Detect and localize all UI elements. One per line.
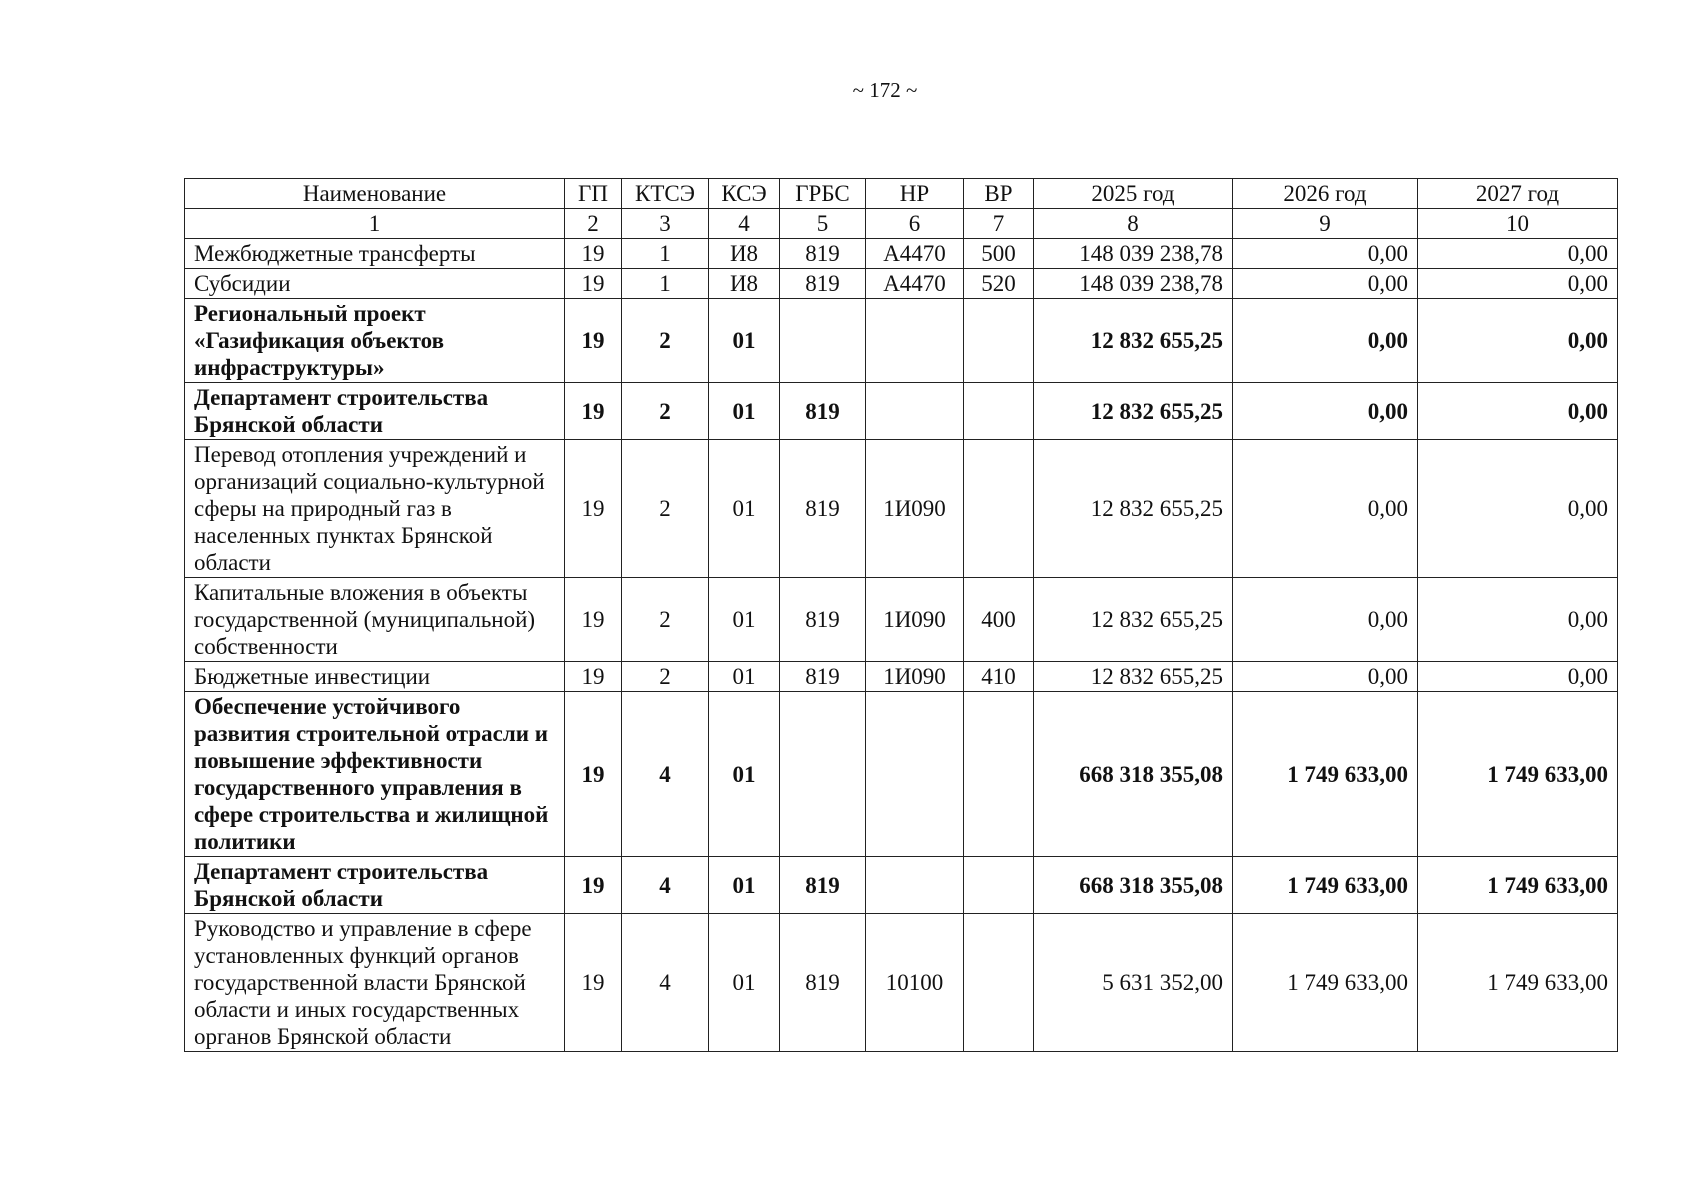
header-name: Наименование bbox=[185, 179, 565, 209]
column-number-row bbox=[185, 209, 1618, 239]
cell-vr bbox=[964, 914, 1034, 1052]
header-grbs: ГРБС bbox=[780, 179, 866, 209]
cell-gp: 19 bbox=[565, 857, 622, 914]
cell-grbs: 819 bbox=[780, 662, 866, 692]
header-row bbox=[185, 179, 1618, 209]
header-ktse: КТСЭ bbox=[622, 179, 709, 209]
cell-amount-2025: 12 832 655,25 bbox=[1034, 440, 1233, 578]
column-number: 8 bbox=[1034, 209, 1233, 239]
cell-amount-2025: 12 832 655,25 bbox=[1034, 383, 1233, 440]
cell-amount-2027: 0,00 bbox=[1418, 662, 1618, 692]
cell-gp: 19 bbox=[565, 662, 622, 692]
cell-nr: 1И090 bbox=[866, 440, 964, 578]
column-number: 7 bbox=[964, 209, 1034, 239]
cell-amount-2025: 12 832 655,25 bbox=[1034, 578, 1233, 662]
cell-grbs: 819 bbox=[780, 440, 866, 578]
cell-ktse: 1 bbox=[622, 239, 709, 269]
cell-grbs: 819 bbox=[780, 857, 866, 914]
cell-amount-2025: 668 318 355,08 bbox=[1034, 857, 1233, 914]
cell-grbs bbox=[780, 692, 866, 857]
cell-ktse: 2 bbox=[622, 662, 709, 692]
cell-kse: 01 bbox=[709, 857, 780, 914]
cell-kse: И8 bbox=[709, 239, 780, 269]
cell-amount-2027: 1 749 633,00 bbox=[1418, 692, 1618, 857]
cell-amount-2026: 1 749 633,00 bbox=[1233, 857, 1418, 914]
column-number: 3 bbox=[622, 209, 709, 239]
table-row bbox=[185, 269, 1618, 299]
cell-ktse: 2 bbox=[622, 578, 709, 662]
cell-nr bbox=[866, 692, 964, 857]
cell-vr bbox=[964, 299, 1034, 383]
cell-amount-2025: 148 039 238,78 bbox=[1034, 239, 1233, 269]
cell-ktse: 2 bbox=[622, 440, 709, 578]
cell-kse: 01 bbox=[709, 578, 780, 662]
column-number: 5 bbox=[780, 209, 866, 239]
cell-ktse: 2 bbox=[622, 383, 709, 440]
table-row bbox=[185, 578, 1618, 662]
cell-kse: 01 bbox=[709, 383, 780, 440]
cell-vr bbox=[964, 440, 1034, 578]
header-nr: НР bbox=[866, 179, 964, 209]
cell-name: Капитальные вложения в объекты государственной (муниципальной) собственности bbox=[185, 578, 565, 662]
cell-nr bbox=[866, 857, 964, 914]
cell-amount-2026: 1 749 633,00 bbox=[1233, 914, 1418, 1052]
table-row bbox=[185, 857, 1618, 914]
cell-nr: А4470 bbox=[866, 269, 964, 299]
cell-ktse: 4 bbox=[622, 914, 709, 1052]
cell-kse: 01 bbox=[709, 692, 780, 857]
table-row bbox=[185, 383, 1618, 440]
cell-ktse: 4 bbox=[622, 857, 709, 914]
cell-vr: 410 bbox=[964, 662, 1034, 692]
column-number: 9 bbox=[1233, 209, 1418, 239]
cell-vr: 500 bbox=[964, 239, 1034, 269]
cell-amount-2026: 1 749 633,00 bbox=[1233, 692, 1418, 857]
cell-amount-2027: 0,00 bbox=[1418, 578, 1618, 662]
cell-amount-2026: 0,00 bbox=[1233, 383, 1418, 440]
cell-nr bbox=[866, 299, 964, 383]
cell-grbs: 819 bbox=[780, 383, 866, 440]
cell-amount-2025: 668 318 355,08 bbox=[1034, 692, 1233, 857]
cell-amount-2025: 12 832 655,25 bbox=[1034, 662, 1233, 692]
header-2026: 2026 год bbox=[1233, 179, 1418, 209]
cell-gp: 19 bbox=[565, 299, 622, 383]
cell-nr: 10100 bbox=[866, 914, 964, 1052]
cell-kse: 01 bbox=[709, 299, 780, 383]
cell-gp: 19 bbox=[565, 269, 622, 299]
cell-name: Перевод отопления учреждений и организаций социально-культурной сферы на природный газ в населенных пунктах Брянской области bbox=[185, 440, 565, 578]
cell-kse: И8 bbox=[709, 269, 780, 299]
cell-vr bbox=[964, 692, 1034, 857]
cell-amount-2026: 0,00 bbox=[1233, 662, 1418, 692]
cell-kse: 01 bbox=[709, 662, 780, 692]
cell-gp: 19 bbox=[565, 239, 622, 269]
cell-amount-2025: 5 631 352,00 bbox=[1034, 914, 1233, 1052]
header-kse: КСЭ bbox=[709, 179, 780, 209]
cell-gp: 19 bbox=[565, 578, 622, 662]
cell-ktse: 1 bbox=[622, 269, 709, 299]
page-number: ~ 172 ~ bbox=[852, 78, 918, 102]
cell-vr: 520 bbox=[964, 269, 1034, 299]
table-row bbox=[185, 914, 1618, 1052]
cell-nr: 1И090 bbox=[866, 662, 964, 692]
header-gp: ГП bbox=[565, 179, 622, 209]
cell-gp: 19 bbox=[565, 914, 622, 1052]
cell-name: Межбюджетные трансферты bbox=[185, 239, 565, 269]
cell-gp: 19 bbox=[565, 692, 622, 857]
column-number: 4 bbox=[709, 209, 780, 239]
cell-name: Департамент строительства Брянской области bbox=[185, 383, 565, 440]
cell-kse: 01 bbox=[709, 440, 780, 578]
cell-amount-2026: 0,00 bbox=[1233, 239, 1418, 269]
cell-ktse: 4 bbox=[622, 692, 709, 857]
cell-vr bbox=[964, 383, 1034, 440]
cell-grbs: 819 bbox=[780, 239, 866, 269]
cell-amount-2027: 0,00 bbox=[1418, 383, 1618, 440]
cell-name: Департамент строительства Брянской области bbox=[185, 857, 565, 914]
column-number: 6 bbox=[866, 209, 964, 239]
cell-name: Руководство и управление в сфере установленных функций органов государственной власти Брянской области и иных государственных органов Брянской области bbox=[185, 914, 565, 1052]
table-row bbox=[185, 440, 1618, 578]
cell-name: Обеспечение устойчивого развития строительной отрасли и повышение эффективности государственного управления в сфере строительства и жилищной политики bbox=[185, 692, 565, 857]
header-vr: ВР bbox=[964, 179, 1034, 209]
cell-amount-2026: 0,00 bbox=[1233, 440, 1418, 578]
cell-amount-2025: 148 039 238,78 bbox=[1034, 269, 1233, 299]
cell-amount-2027: 0,00 bbox=[1418, 440, 1618, 578]
cell-amount-2025: 12 832 655,25 bbox=[1034, 299, 1233, 383]
cell-amount-2027: 0,00 bbox=[1418, 299, 1618, 383]
cell-amount-2026: 0,00 bbox=[1233, 269, 1418, 299]
cell-grbs: 819 bbox=[780, 578, 866, 662]
cell-grbs bbox=[780, 299, 866, 383]
cell-name: Бюджетные инвестиции bbox=[185, 662, 565, 692]
cell-grbs: 819 bbox=[780, 914, 866, 1052]
column-number: 1 bbox=[185, 209, 565, 239]
table-row bbox=[185, 299, 1618, 383]
cell-amount-2026: 0,00 bbox=[1233, 299, 1418, 383]
table-row bbox=[185, 662, 1618, 692]
cell-grbs: 819 bbox=[780, 269, 866, 299]
cell-nr bbox=[866, 383, 964, 440]
cell-amount-2027: 1 749 633,00 bbox=[1418, 914, 1618, 1052]
column-number: 2 bbox=[565, 209, 622, 239]
table-body bbox=[185, 239, 1618, 1052]
cell-kse: 01 bbox=[709, 914, 780, 1052]
budget-table bbox=[184, 178, 1618, 1052]
cell-amount-2027: 0,00 bbox=[1418, 239, 1618, 269]
cell-gp: 19 bbox=[565, 440, 622, 578]
cell-nr: 1И090 bbox=[866, 578, 964, 662]
cell-name: Субсидии bbox=[185, 269, 565, 299]
cell-amount-2026: 0,00 bbox=[1233, 578, 1418, 662]
header-2027: 2027 год bbox=[1418, 179, 1618, 209]
table-row bbox=[185, 692, 1618, 857]
column-number: 10 bbox=[1418, 209, 1618, 239]
cell-nr: А4470 bbox=[866, 239, 964, 269]
cell-vr: 400 bbox=[964, 578, 1034, 662]
header-2025: 2025 год bbox=[1034, 179, 1233, 209]
table-row bbox=[185, 239, 1618, 269]
cell-gp: 19 bbox=[565, 383, 622, 440]
cell-name: Региональный проект «Газификация объектов инфраструктуры» bbox=[185, 299, 565, 383]
cell-vr bbox=[964, 857, 1034, 914]
cell-amount-2027: 0,00 bbox=[1418, 269, 1618, 299]
cell-ktse: 2 bbox=[622, 299, 709, 383]
cell-amount-2027: 1 749 633,00 bbox=[1418, 857, 1618, 914]
